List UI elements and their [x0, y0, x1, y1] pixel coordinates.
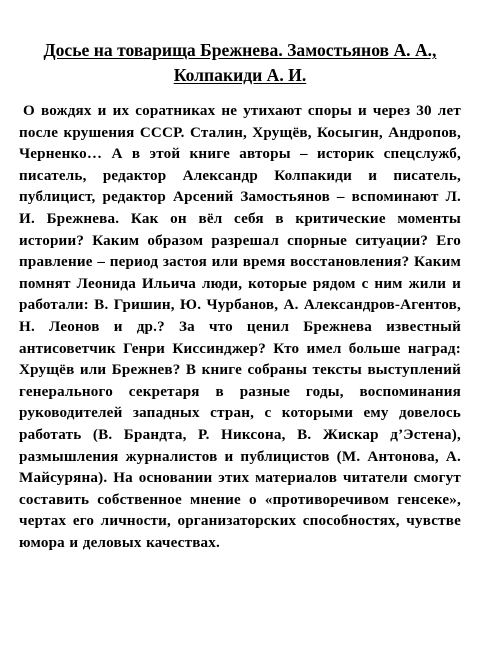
document-body: О вождях и их соратниках не утихают споры и через 30 лет после крушения СССР. Сталин, Хрущёв, Косыгин, Андропов, Черненко… А в этой книге авторы – историк спецслужб, писатель, редактор Александр Колпакиди и писатель, публицист, редактор Арсений Замостьянов – вспоминают Л. И. Брежнева. Как он вёл себя в критические моменты истории? Каким образом разрешал спорные ситуации? Его правление – период застоя или время восстановления? Каким помнят Леонида Ильича люди, которые рядом с ним жили и работали: В. Гришин, Ю. Чурбанов, А. Александров-Агентов, Н. Леонов и др.? За что ценил Брежнева известный антисоветчик Генри Киссинджер? Кто имел больше наград: Хрущёв или Брежнев? В книге собраны тексты выступлений генерального секретаря в разные годы, воспоминания руководителей западных стран, с которыми ему довелось работать (В. Брандта, Р. Никсона, В. Жискар д’Эстена), размышления журналистов и публицистов (М. Антонова, А. Майсуряна). На основании этих материалов читатели смогут составить собственное мнение о «противоречивом генсеке», чертах его личности, организаторских способностях, чувстве юмора и деловых качествах. — [19, 103, 461, 551]
document-title: Досье на товарища Брежнева. Замостьянов А. А., Колпакиди А. И. — [43, 40, 437, 85]
